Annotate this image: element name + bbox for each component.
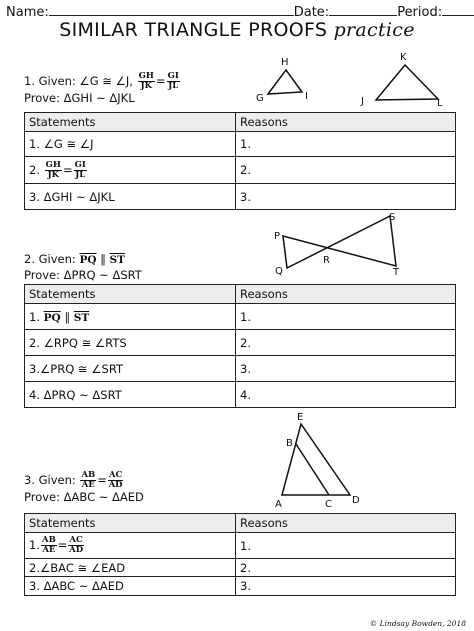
title-main: SIMILAR TRIANGLE PROOFS [59,19,328,41]
reason-cell[interactable]: 3. [236,356,456,382]
vertex-label: C [325,499,332,510]
figure-triangles-abc-aed [270,410,380,510]
vertex-label: G [256,93,264,104]
parallel-symbol: ∥ [64,309,71,324]
fraction [80,471,96,490]
reasons-header: Reasons [236,285,456,304]
reason-cell[interactable]: 2. [236,157,456,184]
vertex-label: A [275,499,282,510]
triangle-aed [282,424,350,495]
problem-1-given [24,72,181,106]
figure-triangles-ghi-jkl [250,52,450,112]
period-blank[interactable] [442,3,474,16]
triangle-ghi [268,70,302,94]
table-row [25,132,456,157]
table-row [25,157,456,184]
segment-st: $\overline{ST}$ [73,311,90,324]
fraction-numerator: AC [108,470,123,480]
equals-sign: = [57,538,68,552]
reason-cell[interactable]: 2. [236,330,456,356]
vertex-label: S [389,212,396,223]
table-row [25,330,456,356]
title-italic: practice [333,19,415,41]
statement-cell[interactable]: 3. ΔGHI ~ ΔJKL [25,184,236,210]
given-text: 3. Given: [24,473,76,487]
segment-pq: $\overline{PQ}$ [79,254,97,266]
proof-table-3 [24,513,456,596]
segment-bc [296,444,329,495]
fraction-numerator: AB [41,535,56,545]
equals-sign: = [155,74,166,88]
statement-cell[interactable]: 3. ΔABC ~ ΔAED [25,577,236,596]
statement-cell[interactable] [25,304,236,330]
reason-cell[interactable]: 3. [236,577,456,596]
bowtie-lines [283,216,396,268]
fraction-denominator: JK [140,81,152,91]
statement-cell[interactable] [25,533,236,559]
segment-pq: $\overline{PQ}$ [43,311,61,324]
fraction-denominator: JL [168,81,179,91]
vertex-label: D [352,495,360,506]
fraction-numerator: GI [74,159,86,170]
proof-table-1 [24,112,456,210]
table-row [25,356,456,382]
copyright-notice: © Lindsay Bowden, 2018 [369,619,466,628]
table-row [25,382,456,408]
vertex-label: J [361,96,364,107]
statements-header: Statements [25,113,236,132]
reason-cell[interactable]: 4. [236,382,456,408]
fraction-numerator: AC [69,535,83,545]
fraction-denominator: AD [108,480,123,490]
fraction [138,72,155,91]
vertex-label: I [305,91,308,102]
date-blank[interactable] [329,3,397,16]
name-blank[interactable] [49,3,294,16]
period-label: Period: [397,5,443,20]
statements-header: Statements [25,514,236,533]
vertex-label: E [297,412,304,423]
statement-cell[interactable]: 2.∠BAC ≅ ∠EAD [25,559,236,577]
statement-cell[interactable]: 3.∠PRQ ≅ ∠SRT [25,356,236,382]
equals-sign: = [97,473,107,487]
reason-cell[interactable]: 2. [236,559,456,577]
table-row [25,533,456,559]
vertex-label: L [437,98,443,109]
problem-3-given [24,471,144,505]
vertex-label: H [281,57,289,68]
reason-cell[interactable]: 3. [236,184,456,210]
prove-text: Prove: ΔPRQ ~ ΔSRT [24,268,142,282]
vertex-label: Q [275,266,283,277]
given-text: 1. Given: ∠G ≅ ∠J, [24,74,133,88]
fraction-denominator: JL [75,169,86,180]
fraction [45,161,62,180]
statement-cell[interactable] [25,157,236,184]
table-row [25,577,456,596]
fraction-denominator: JK [47,169,59,180]
fraction [108,471,123,490]
worksheet-header [6,3,474,20]
name-label: Name: [6,5,49,20]
problem-2-given [24,252,142,283]
prove-text: Prove: ΔABC ~ ΔAED [24,490,144,504]
page-title [0,19,474,41]
vertex-label: T [393,267,400,278]
vertex-label: K [400,52,407,63]
reason-cell[interactable]: 1. [236,533,456,559]
reason-cell[interactable]: 1. [236,304,456,330]
fraction-numerator: GI [167,71,179,81]
table-row [25,559,456,577]
figure-bowtie-prq-srt [270,206,410,278]
given-text: 2. Given: [24,252,76,266]
statement-cell[interactable]: 2. ∠RPQ ≅ ∠RTS [25,330,236,356]
fraction-numerator: GH [45,159,61,170]
fraction-denominator: AE [42,545,56,555]
triangle-jkl [376,65,438,100]
fraction [68,536,83,555]
statement-number: 1. [29,538,40,552]
segment-st: $\overline{ST}$ [109,254,125,266]
reasons-header: Reasons [236,514,456,533]
prove-text: Prove: ΔGHI ~ ΔJKL [24,91,135,105]
fraction-numerator: GH [138,71,154,81]
date-label: Date: [293,5,330,20]
statements-header: Statements [25,285,236,304]
vertex-label: P [274,231,281,242]
statement-number: 1. [29,309,40,324]
fraction-denominator: AD [69,545,84,555]
proof-table-2 [24,284,456,408]
statement-cell[interactable]: 4. ΔPRQ ~ ΔSRT [25,382,236,408]
fraction [41,536,57,555]
reasons-header: Reasons [236,113,456,132]
fraction [167,72,180,91]
statement-number: 2. [29,162,40,177]
vertex-label: B [286,438,293,449]
table-row [25,304,456,330]
reason-cell[interactable]: 1. [236,132,456,157]
statement-cell[interactable]: 1. ∠G ≅ ∠J [25,132,236,157]
vertex-label: R [323,255,330,266]
fraction-denominator: AE [81,480,95,490]
equals-sign: = [62,162,73,177]
fraction-numerator: AB [81,470,96,480]
parallel-symbol: ∥ [100,252,106,266]
fraction [74,161,87,180]
